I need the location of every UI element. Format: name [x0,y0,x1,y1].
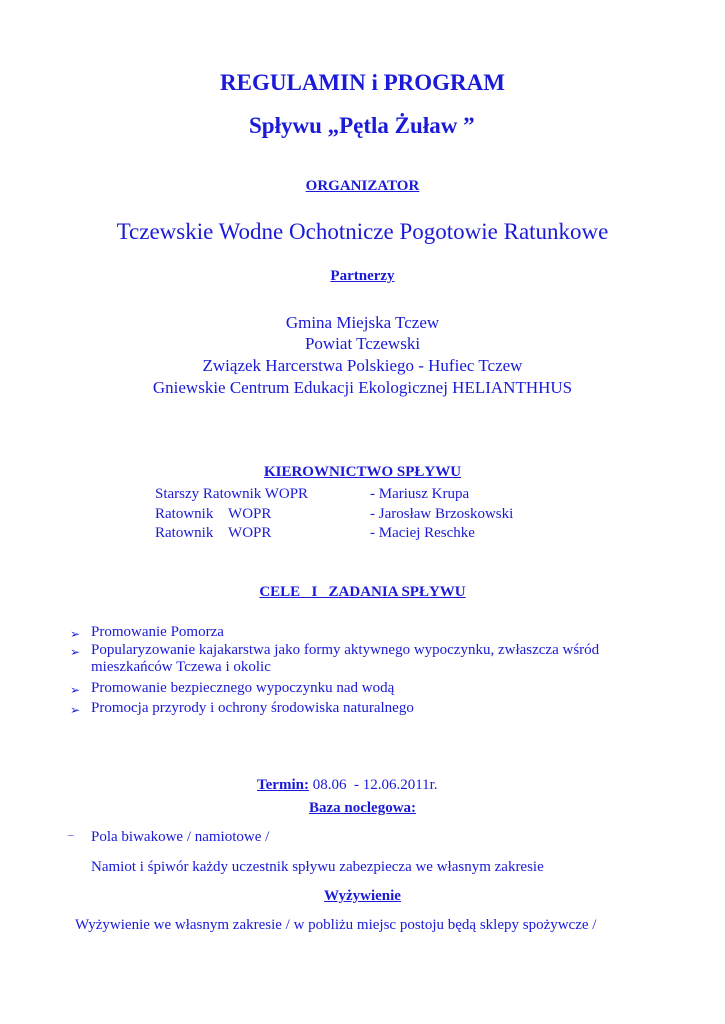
goal-item: Promowanie Pomorza [91,624,224,640]
goal-item: Promocja przyrody i ochrony środowiska naturalnego [91,700,414,716]
leadership-person: - Maciej Reschke [370,525,475,541]
organizer-name: Tczewskie Wodne Ochotnicze Pogotowie Ratunkowe [116,219,609,244]
food-text: Wyżywienie we własnym zakresie / w pobliżu miejsc postoju będą sklepy spożywcze / [75,917,597,933]
arrow-bullet-icon: ➢ [70,645,81,659]
food-heading: Wyżywienie [324,888,401,904]
document-title: REGULAMIN i PROGRAM [220,70,505,95]
partner-item: Gmina Miejska Tczew [285,313,440,332]
document-subtitle: Spływu „Pętla Żuław ” [249,113,475,138]
leadership-heading: KIEROWNICTWO SPŁYWU [263,464,462,480]
organizer-heading: ORGANIZATOR [305,178,420,194]
dash-bullet-icon: – [68,829,74,841]
leadership-role: Ratownik WOPR [155,525,272,541]
leadership-person: - Mariusz Krupa [370,486,470,502]
arrow-bullet-icon: ➢ [70,627,81,641]
leadership-role: Starszy Ratownik WOPR [155,486,309,502]
goal-item: Popularyzowanie kajakarstwa jako formy aktywnego wypoczynku, zwłaszcza wśród mieszkańców Tczewa i okolic [91,642,600,675]
partner-item: Powiat Tczewski [304,334,421,353]
leadership-person: - Jarosław Brzoskowski [370,506,514,522]
arrow-bullet-icon: ➢ [70,703,81,717]
leadership-role: Ratownik WOPR [155,506,272,522]
partners-heading: Partnerzy [330,268,395,284]
arrow-bullet-icon: ➢ [70,683,81,697]
partner-item: Gniewskie Centrum Edukacji Ekologicznej HELIANTHHUS [152,378,573,397]
lodging-item: Pola biwakowe / namiotowe / [91,829,270,845]
term-label: Termin: [257,777,309,793]
partner-item: Związek Harcerstwa Polskiego - Hufiec Tczew [202,356,523,375]
term-value: 08.06 - 12.06.2011r. [308,777,438,793]
lodging-heading: Baza noclegowa: [308,800,417,816]
lodging-note: Namiot i śpiwór każdy uczestnik spływu zabezpiecza we własnym zakresie [91,859,544,875]
goal-item: Promowanie bezpiecznego wypoczynku nad wodą [91,680,395,696]
goals-heading: CELE I ZADANIA SPŁYWU [259,584,466,600]
